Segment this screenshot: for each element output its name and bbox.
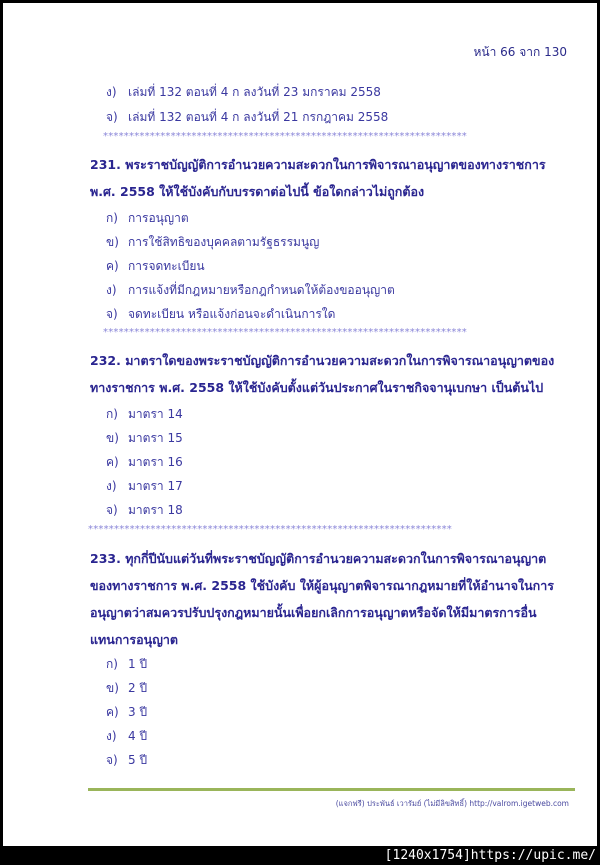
option-label: ข) (106, 431, 119, 445)
option-item (106, 679, 147, 698)
option-item (106, 477, 183, 496)
separator: ********************************************************************** (88, 524, 452, 535)
question-233-line-3: อนุญาตว่าสมควรปรับปรุงกฎหมายนั้นเพื่อยกเลิกการอนุญาตหรือจัดให้มีมาตรการอื่น (90, 605, 537, 620)
option-label: จ) (106, 503, 118, 517)
footer-credit: (แจกฟรี) ประพันธ์ เวารัมย์ (ไม่มีลิขสิทธิ์) http://valrom.igetweb.com (335, 799, 569, 808)
option-item (106, 83, 381, 102)
option-item (106, 405, 183, 424)
option-item (106, 257, 205, 276)
option-text: เล่มที่ 132 ตอนที่ 4 ก ลงวันที่ 21 กรกฎาคม 2558 (128, 110, 389, 124)
option-item (106, 233, 319, 252)
option-label: ข) (106, 235, 119, 249)
page-indicator: หน้า 66 จาก 130 (473, 45, 567, 59)
option-label: ก) (106, 657, 118, 671)
option-item (106, 108, 388, 127)
option-label: ค) (106, 455, 119, 469)
option-text: มาตรา 15 (128, 431, 183, 445)
option-label: ก) (106, 211, 118, 225)
option-label: ง) (106, 85, 117, 99)
option-text: มาตรา 18 (128, 503, 183, 517)
option-item (106, 751, 147, 770)
question-233-line-4: แทนการอนุญาต (90, 632, 178, 647)
option-item (106, 453, 183, 472)
option-text: 2 ปี (128, 681, 148, 695)
option-text: 1 ปี (128, 657, 148, 671)
option-text: 4 ปี (128, 729, 148, 743)
option-label: ง) (106, 283, 117, 297)
option-text: การใช้สิทธิของบุคคลตามรัฐธรรมนูญ (128, 235, 320, 249)
option-text: มาตรา 16 (128, 455, 183, 469)
option-item (106, 281, 395, 300)
option-text: 3 ปี (128, 705, 148, 719)
option-item (106, 703, 147, 722)
question-231-line-2: พ.ศ. 2558 ให้ใช้บังคับกับบรรดาต่อไปนี้ ข้อใดกล่าวไม่ถูกต้อง (90, 184, 425, 199)
option-text: การอนุญาต (128, 211, 189, 225)
option-label: จ) (106, 753, 118, 767)
option-item (106, 305, 335, 324)
option-item (106, 655, 147, 674)
footer-rule (88, 788, 575, 791)
option-label: จ) (106, 307, 118, 321)
option-label: ง) (106, 479, 117, 493)
option-label: ก) (106, 407, 118, 421)
question-233-line-2: ของทางราชการ พ.ศ. 2558 ใช้บังคับ ให้ผู้อนุญาตพิจารณากฎหมายที่ให้อำนาจในการ (90, 578, 554, 593)
separator: ********************************************************************** (103, 131, 467, 142)
option-text: มาตรา 17 (128, 479, 183, 493)
option-text: 5 ปี (128, 753, 148, 767)
option-label: ง) (106, 729, 117, 743)
question-231-line-1: 231. พระราชบัญญัติการอำนวยความสะดวกในการพิจารณาอนุญาตของทางราชการ (90, 157, 546, 172)
question-232-line-2: ทางราชการ พ.ศ. 2558 ให้ใช้บังคับตั้งแต่วันประกาศในราชกิจจานุเบกษา เป็นต้นไป (90, 380, 544, 395)
question-233-line-1: 233. ทุกกี่ปีนับแต่วันที่พระราชบัญญัติการอำนวยความสะดวกในการพิจารณาอนุญาต (90, 551, 547, 566)
option-label: ค) (106, 259, 119, 273)
document-page (3, 3, 597, 846)
option-item (106, 429, 183, 448)
option-label: ค) (106, 705, 119, 719)
question-232-line-1: 232. มาตราใดของพระราชบัญญัติการอำนวยความสะดวกในการพิจารณาอนุญาตของ (90, 353, 555, 368)
option-text: เล่มที่ 132 ตอนที่ 4 ก ลงวันที่ 23 มกราคม 2558 (128, 85, 381, 99)
option-text: จดทะเบียน หรือแจ้งก่อนจะดำเนินการใด (128, 307, 336, 321)
separator: ********************************************************************** (103, 327, 467, 338)
option-text: มาตรา 14 (128, 407, 183, 421)
option-label: ข) (106, 681, 119, 695)
image-watermark: [1240x1754]https://upic.me/ (384, 848, 596, 863)
option-label: จ) (106, 110, 118, 124)
option-item (106, 727, 147, 746)
option-item (106, 501, 183, 520)
option-text: การจดทะเบียน (128, 259, 205, 273)
option-item (106, 209, 189, 228)
option-text: การแจ้งที่มีกฎหมายหรือกฎกำหนดให้ต้องขออนุญาต (128, 283, 395, 297)
